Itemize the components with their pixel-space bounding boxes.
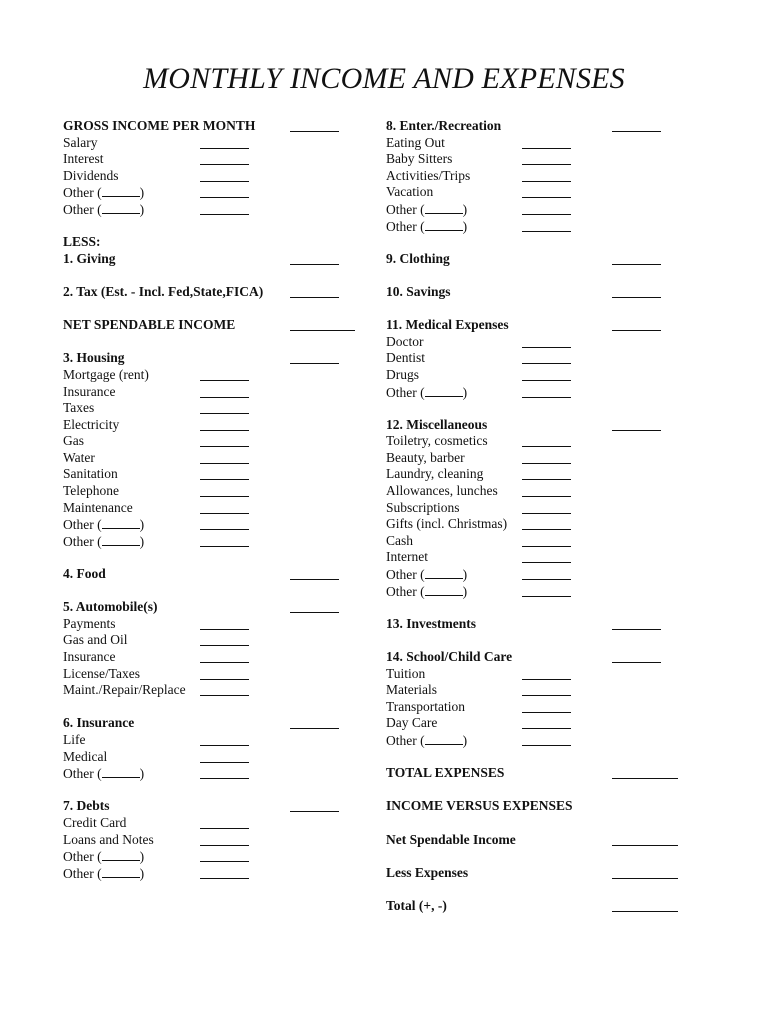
section-income-versus-expenses xyxy=(386,798,686,815)
line-item-activities-trips xyxy=(386,168,686,185)
amount-blank[interactable] xyxy=(522,715,571,729)
section-9-clothing xyxy=(386,251,686,268)
amount-blank[interactable] xyxy=(200,682,249,696)
spacer xyxy=(386,267,686,284)
line-item-toiletry-cosmetics xyxy=(386,433,686,450)
item-label: 9. Clothing xyxy=(386,250,450,266)
item-label: Eating Out xyxy=(386,134,445,150)
amount-blank[interactable] xyxy=(612,616,661,630)
section-total xyxy=(386,898,686,915)
item-label: Gas xyxy=(63,433,84,449)
line-item-internet xyxy=(386,549,686,566)
line-item-allowances-lunches xyxy=(386,483,686,500)
section-11-medical-expenses xyxy=(386,317,686,334)
line-item-taxes xyxy=(63,400,363,417)
section-10-savings xyxy=(386,284,686,301)
amount-blank[interactable] xyxy=(522,549,571,563)
amount-blank[interactable] xyxy=(200,135,249,149)
spacer xyxy=(63,583,363,600)
section-13-investments xyxy=(386,616,686,633)
item-label: NET SPENDABLE INCOME xyxy=(63,317,236,333)
line-item-other xyxy=(386,384,686,401)
item-label: Insurance xyxy=(63,383,116,399)
amount-blank[interactable] xyxy=(522,533,571,547)
amount-blank[interactable] xyxy=(200,732,249,746)
item-label: Insurance xyxy=(63,649,116,664)
other-description-field[interactable] xyxy=(102,765,140,778)
item-label: Allowances, lunches xyxy=(386,483,498,499)
item-label: Less Expenses xyxy=(386,864,469,880)
line-item-gas xyxy=(63,433,363,450)
item-label: Taxes xyxy=(63,400,95,416)
item-label: Other ( xyxy=(63,185,102,201)
line-item-credit-card xyxy=(63,815,363,832)
line-item-other xyxy=(63,516,363,533)
amount-blank[interactable] xyxy=(522,168,571,182)
amount-blank[interactable] xyxy=(200,367,249,381)
item-label: Toiletry, cosmetics xyxy=(386,433,488,449)
closing-paren: ) xyxy=(462,218,468,234)
amount-blank[interactable] xyxy=(200,765,249,779)
section-5-automobile-s xyxy=(63,599,363,616)
item-label: Cash xyxy=(386,532,413,548)
item-label: Maint./Repair/Replace xyxy=(63,682,186,698)
line-item-other xyxy=(386,566,686,583)
amount-blank[interactable] xyxy=(522,218,571,232)
item-label: GROSS INCOME PER MONTH xyxy=(63,118,256,133)
section-2-tax-est-incl-fed-state-fica xyxy=(63,284,363,301)
amount-blank[interactable] xyxy=(200,749,249,763)
amount-blank[interactable] xyxy=(290,798,339,812)
section-net-spendable-income xyxy=(386,832,686,849)
left-column xyxy=(63,118,363,881)
closing-paren: ) xyxy=(139,849,145,865)
other-description-field[interactable] xyxy=(425,583,463,596)
amount-blank[interactable] xyxy=(200,832,249,846)
amount-blank[interactable] xyxy=(290,284,339,298)
amount-blank[interactable] xyxy=(522,201,571,215)
line-item-other xyxy=(63,848,363,865)
line-item-drugs xyxy=(386,367,686,384)
line-item-transportation xyxy=(386,699,686,716)
amount-blank[interactable] xyxy=(290,251,339,265)
amount-blank[interactable] xyxy=(612,865,678,879)
line-item-gifts-incl-christmas xyxy=(386,516,686,533)
amount-blank[interactable] xyxy=(290,599,339,613)
item-label: Internet xyxy=(386,549,428,565)
amount-blank[interactable] xyxy=(200,417,249,431)
line-item-subscriptions xyxy=(386,500,686,517)
spacer xyxy=(63,267,363,284)
line-item-life xyxy=(63,732,363,749)
amount-blank[interactable] xyxy=(522,433,571,447)
item-label: Other ( xyxy=(386,583,425,599)
amount-blank[interactable] xyxy=(522,367,571,381)
amount-blank[interactable] xyxy=(200,151,249,165)
amount-blank[interactable] xyxy=(200,500,249,514)
closing-paren: ) xyxy=(139,201,145,217)
closing-paren: ) xyxy=(462,384,468,400)
line-item-baby-sitters xyxy=(386,151,686,168)
item-label: Other ( xyxy=(63,865,102,881)
spacer xyxy=(386,749,686,766)
line-item-other xyxy=(63,201,363,218)
amount-blank[interactable] xyxy=(290,715,339,729)
item-label: 5. Automobile(s) xyxy=(63,599,158,615)
other-description-field[interactable] xyxy=(102,201,140,214)
amount-blank[interactable] xyxy=(522,699,571,713)
item-label: Other ( xyxy=(386,201,425,217)
amount-blank[interactable] xyxy=(200,450,249,464)
item-label: Gas and Oil xyxy=(63,632,128,648)
spacer xyxy=(386,632,686,649)
section-net-spendable-income xyxy=(63,317,363,334)
spacer xyxy=(63,334,363,351)
other-description-field[interactable] xyxy=(425,218,463,231)
section-8-enter-recreation xyxy=(386,118,686,135)
other-description-field[interactable] xyxy=(102,865,140,878)
item-label: Other ( xyxy=(63,201,102,217)
amount-blank[interactable] xyxy=(522,151,571,165)
spacer xyxy=(386,599,686,616)
line-item-other xyxy=(63,533,363,550)
section-3-housing xyxy=(63,350,363,367)
section-12-miscellaneous xyxy=(386,417,686,434)
spacer xyxy=(386,301,686,318)
amount-blank[interactable] xyxy=(612,649,661,663)
item-label: 8. Enter./Recreation xyxy=(386,118,502,133)
amount-blank[interactable] xyxy=(290,118,339,132)
item-label: Other ( xyxy=(63,766,102,782)
amount-blank[interactable] xyxy=(522,732,571,746)
item-label: Medical xyxy=(63,748,108,764)
item-label: Beauty, barber xyxy=(386,449,465,465)
section-4-food xyxy=(63,566,363,583)
amount-blank[interactable] xyxy=(200,516,249,530)
amount-blank[interactable] xyxy=(200,466,249,480)
line-item-dentist xyxy=(386,350,686,367)
other-description-field[interactable] xyxy=(102,184,140,197)
item-label: Other ( xyxy=(386,218,425,234)
spacer xyxy=(386,400,686,417)
item-label: Tuition xyxy=(386,665,426,681)
other-description-field[interactable] xyxy=(425,566,463,579)
other-description-field[interactable] xyxy=(425,732,463,745)
line-item-water xyxy=(63,450,363,467)
amount-blank[interactable] xyxy=(522,516,571,530)
amount-blank[interactable] xyxy=(200,483,249,497)
item-label: Subscriptions xyxy=(386,499,460,515)
item-label: Interest xyxy=(63,151,104,167)
amount-blank[interactable] xyxy=(522,184,571,198)
closing-paren: ) xyxy=(462,732,468,748)
amount-blank[interactable] xyxy=(522,566,571,580)
amount-blank[interactable] xyxy=(522,483,571,497)
amount-blank[interactable] xyxy=(200,201,249,215)
amount-blank[interactable] xyxy=(200,184,249,198)
amount-blank[interactable] xyxy=(200,384,249,398)
amount-blank[interactable] xyxy=(200,168,249,182)
amount-blank[interactable] xyxy=(200,815,249,829)
item-label: 11. Medical Expenses xyxy=(386,317,509,333)
line-item-day-care xyxy=(386,715,686,732)
line-item-mortgage-rent xyxy=(63,367,363,384)
other-description-field[interactable] xyxy=(102,533,140,546)
amount-blank[interactable] xyxy=(612,898,678,912)
section-14-school-child-care xyxy=(386,649,686,666)
amount-blank[interactable] xyxy=(522,450,571,464)
line-item-dividends xyxy=(63,168,363,185)
spacer xyxy=(386,881,686,898)
line-item-insurance xyxy=(63,384,363,401)
section-gross-income-per-month xyxy=(63,118,363,135)
spacer xyxy=(386,234,686,251)
closing-paren: ) xyxy=(139,533,145,549)
spacer xyxy=(63,699,363,716)
amount-blank[interactable] xyxy=(290,350,339,364)
amount-blank[interactable] xyxy=(522,334,571,348)
other-description-field[interactable] xyxy=(102,516,140,529)
item-label: 6. Insurance xyxy=(63,715,135,731)
amount-blank[interactable] xyxy=(612,765,678,779)
item-label: 2. Tax (Est. - Incl. Fed,State,FICA) xyxy=(63,283,264,299)
closing-paren: ) xyxy=(462,583,468,599)
other-description-field[interactable] xyxy=(102,848,140,861)
spacer xyxy=(386,848,686,865)
item-label: 4. Food xyxy=(63,566,106,582)
item-label: Other ( xyxy=(63,517,102,533)
spacer xyxy=(63,218,363,235)
line-item-other xyxy=(386,732,686,749)
item-label: Total (+, -) xyxy=(386,897,447,913)
amount-blank[interactable] xyxy=(200,632,249,646)
item-label: Other ( xyxy=(63,849,102,865)
section-total-expenses xyxy=(386,765,686,782)
line-item-eating-out xyxy=(386,135,686,152)
item-label: 10. Savings xyxy=(386,283,451,299)
item-label: Credit Card xyxy=(63,814,127,830)
spacer xyxy=(386,782,686,799)
amount-blank[interactable] xyxy=(200,616,249,630)
item-label: Other ( xyxy=(386,567,425,583)
amount-blank[interactable] xyxy=(290,317,355,331)
spacer xyxy=(63,301,363,318)
line-item-telephone xyxy=(63,483,363,500)
spacer xyxy=(63,782,363,799)
line-item-loans-and-notes xyxy=(63,832,363,849)
spacer xyxy=(386,815,686,832)
line-item-gas-and-oil xyxy=(63,632,363,649)
line-item-interest xyxy=(63,151,363,168)
amount-blank[interactable] xyxy=(612,832,678,846)
item-label: 3. Housing xyxy=(63,350,125,366)
item-label: INCOME VERSUS EXPENSES xyxy=(386,798,573,814)
item-label: License/Taxes xyxy=(63,665,141,681)
item-label: Electricity xyxy=(63,416,120,432)
amount-blank[interactable] xyxy=(612,118,661,132)
section-6-insurance xyxy=(63,715,363,732)
line-item-maint-repair-replace xyxy=(63,682,363,699)
amount-blank[interactable] xyxy=(522,682,571,696)
closing-paren: ) xyxy=(139,517,145,533)
item-label: Telephone xyxy=(63,483,120,499)
item-label: Other ( xyxy=(386,732,425,748)
amount-blank[interactable] xyxy=(522,135,571,149)
amount-blank[interactable] xyxy=(522,666,571,680)
item-label: Mortgage (rent) xyxy=(63,366,149,382)
item-label: Activities/Trips xyxy=(386,167,471,183)
item-label: Dividends xyxy=(63,167,119,183)
item-label: Doctor xyxy=(386,333,424,349)
line-item-other xyxy=(386,201,686,218)
item-label: 1. Giving xyxy=(63,250,116,266)
item-label: Materials xyxy=(386,682,437,698)
line-item-other xyxy=(63,184,363,201)
item-label: 12. Miscellaneous xyxy=(386,416,488,432)
amount-blank[interactable] xyxy=(522,583,571,597)
amount-blank[interactable] xyxy=(612,251,661,265)
line-item-payments xyxy=(63,616,363,633)
item-label: Vacation xyxy=(386,184,434,200)
amount-blank[interactable] xyxy=(200,433,249,447)
line-item-sanitation xyxy=(63,466,363,483)
item-label: Payments xyxy=(63,615,116,631)
item-label: Transportation xyxy=(386,698,466,714)
line-item-insurance xyxy=(63,649,363,666)
item-label: Dentist xyxy=(386,350,425,366)
amount-blank[interactable] xyxy=(522,384,571,398)
item-label: 13. Investments xyxy=(386,615,476,631)
amount-blank[interactable] xyxy=(200,649,249,663)
line-item-vacation xyxy=(386,184,686,201)
amount-blank[interactable] xyxy=(290,566,339,580)
line-item-beauty-barber xyxy=(386,450,686,467)
item-label: Loans and Notes xyxy=(63,831,154,847)
page-title: MONTHLY INCOME AND EXPENSES xyxy=(143,62,625,95)
closing-paren: ) xyxy=(462,201,468,217)
line-item-maintenance xyxy=(63,500,363,517)
amount-blank[interactable] xyxy=(200,533,249,547)
amount-blank[interactable] xyxy=(200,400,249,414)
closing-paren: ) xyxy=(462,567,468,583)
item-label: Water xyxy=(63,449,95,465)
line-item-tuition xyxy=(386,666,686,683)
line-item-other xyxy=(386,218,686,235)
item-label: Salary xyxy=(63,134,98,150)
closing-paren: ) xyxy=(139,185,145,201)
item-label: Gifts (incl. Christmas) xyxy=(386,516,508,532)
item-label: Other ( xyxy=(63,533,102,549)
closing-paren: ) xyxy=(139,865,145,881)
line-item-doctor xyxy=(386,334,686,351)
line-item-license-taxes xyxy=(63,666,363,683)
line-item-other xyxy=(386,583,686,600)
right-column xyxy=(386,118,686,915)
item-label: 7. Debts xyxy=(63,798,110,814)
closing-paren: ) xyxy=(139,766,145,782)
amount-blank[interactable] xyxy=(612,284,661,298)
line-item-laundry-cleaning xyxy=(386,466,686,483)
other-description-field[interactable] xyxy=(425,201,463,214)
item-label: Sanitation xyxy=(63,466,118,482)
amount-blank[interactable] xyxy=(612,417,661,431)
section-less-expenses xyxy=(386,865,686,882)
other-description-field[interactable] xyxy=(425,384,463,397)
item-label: Laundry, cleaning xyxy=(386,466,484,482)
line-item-medical xyxy=(63,749,363,766)
line-item-other xyxy=(63,765,363,782)
line-item-electricity xyxy=(63,417,363,434)
amount-blank[interactable] xyxy=(200,666,249,680)
line-item-materials xyxy=(386,682,686,699)
item-label: Day Care xyxy=(386,715,438,731)
amount-blank[interactable] xyxy=(522,500,571,514)
item-label: Baby Sitters xyxy=(386,151,453,167)
item-label: LESS: xyxy=(63,234,101,250)
line-item-salary xyxy=(63,135,363,152)
spacer xyxy=(63,549,363,566)
amount-blank[interactable] xyxy=(200,865,249,879)
amount-blank[interactable] xyxy=(200,848,249,862)
item-label: Net Spendable Income xyxy=(386,831,516,847)
section-1-giving xyxy=(63,251,363,268)
item-label: 14. School/Child Care xyxy=(386,649,513,664)
line-item-other xyxy=(63,865,363,882)
item-label: Drugs xyxy=(386,366,419,382)
amount-blank[interactable] xyxy=(522,466,571,480)
item-label: Maintenance xyxy=(63,499,133,515)
amount-blank[interactable] xyxy=(522,350,571,364)
section-7-debts xyxy=(63,798,363,815)
item-label: Life xyxy=(63,731,86,747)
item-label: TOTAL EXPENSES xyxy=(386,765,505,781)
section-less xyxy=(63,234,363,251)
line-item-cash xyxy=(386,533,686,550)
amount-blank[interactable] xyxy=(612,317,661,331)
item-label: Other ( xyxy=(386,384,425,400)
